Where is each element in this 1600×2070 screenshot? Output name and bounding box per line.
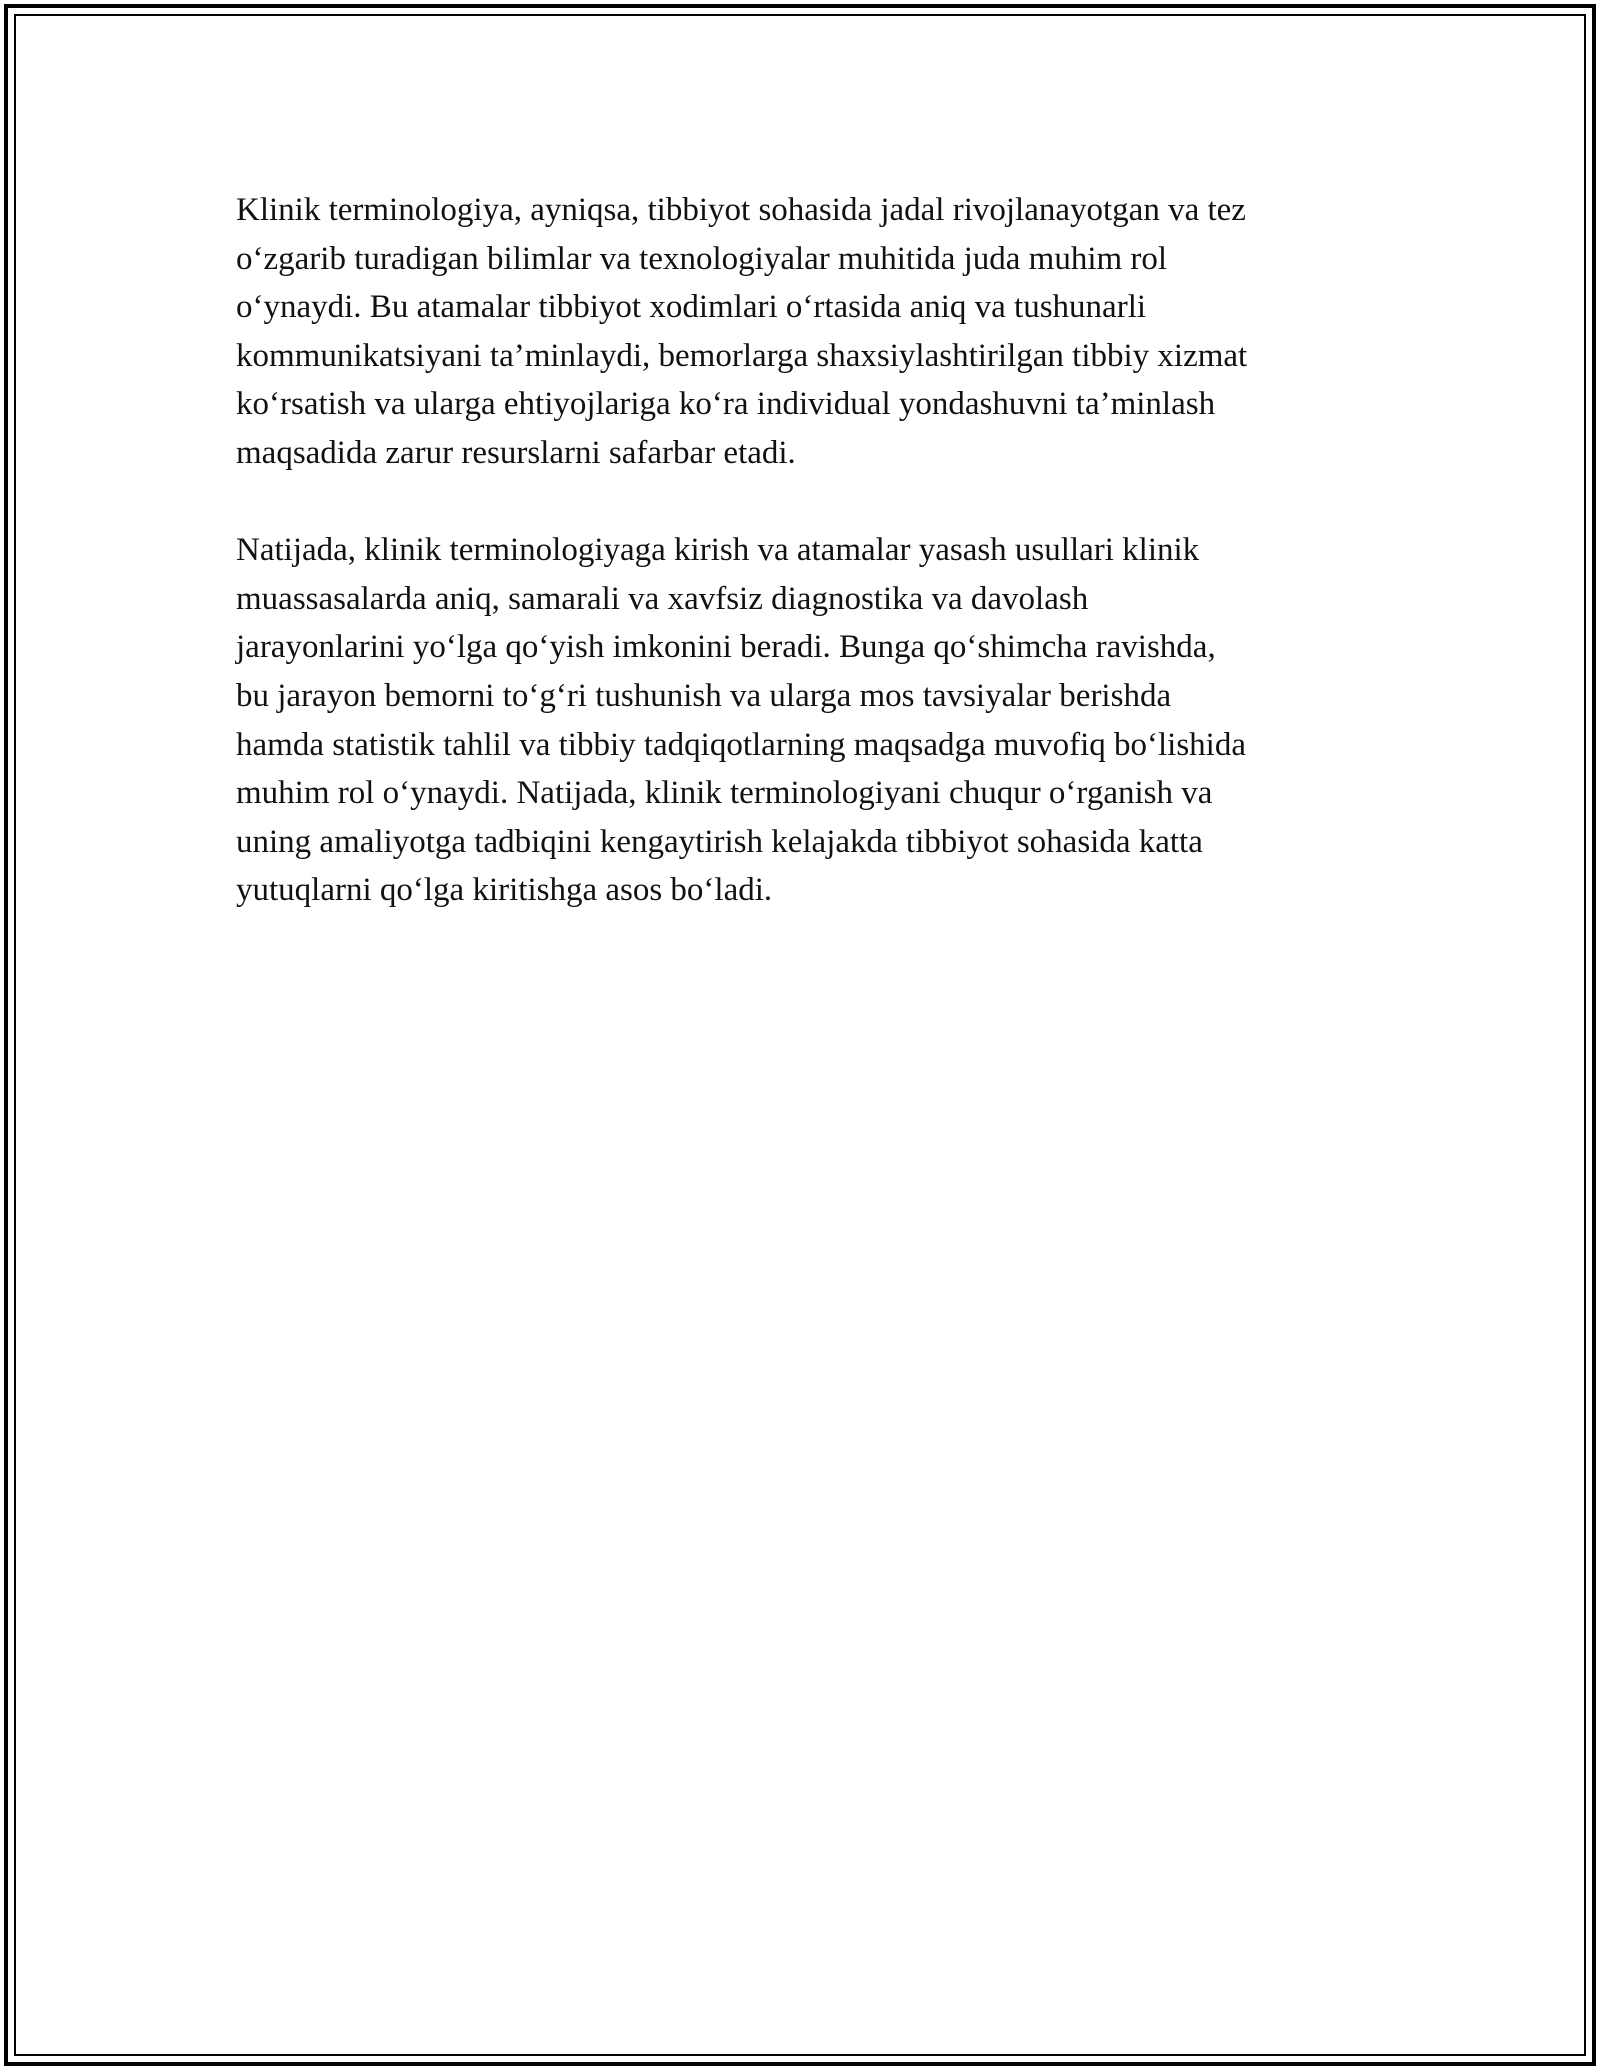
paragraph-2-line-3: jarayonlarini yo‘lga qo‘yish imkonini beradi. Bunga qo‘shimcha ravishda, <box>236 629 1216 666</box>
paragraph-1-line-6: maqsadida zarur resurslarni safarbar etadi. <box>236 434 796 471</box>
paragraph-2-line-1: Natijada, klinik terminologiyaga kirish va atamalar yasash usullari klinik <box>236 532 1200 569</box>
paragraph-1-line-2: o‘zgarib turadigan bilimlar va texnologiyalar muhitida juda muhim rol <box>236 240 1168 277</box>
paragraph-1-line-3: o‘ynaydi. Bu atamalar tibbiyot xodimlari o‘rtasida aniq va tushunarli <box>236 289 1147 326</box>
paragraph-2-line-8: yutuqlarni qo‘lga kiritishga asos bo‘ladi. <box>236 872 773 909</box>
paragraph-2-line-4: bu jarayon bemorni to‘g‘ri tushunish va ularga mos tavsiyalar berishda <box>236 677 1172 714</box>
paragraph-1-line-4: kommunikatsiyani ta’minlaydi, bemorlarga shaxsiylashtirilgan tibbiy xizmat <box>236 337 1248 374</box>
paragraph-2-line-2: muassasalarda aniq, samarali va xavfsiz diagnostika va davolash <box>236 580 1089 617</box>
paragraph-1 <box>236 186 1366 478</box>
paragraph-2-line-7: uning amaliyotga tadbiqini kengaytirish kelajakda tibbiyot sohasida katta <box>236 823 1203 860</box>
paragraph-1-line-5: ko‘rsatish va ularga ehtiyojlariga ko‘ra individual yondashuvni ta’minlash <box>236 386 1216 423</box>
paragraph-2-line-5: hamda statistik tahlil va tibbiy tadqiqotlarning maqsadga muvofiq bo‘lishida <box>236 726 1246 763</box>
document-body <box>236 186 1366 964</box>
paragraph-2-line-6: muhim rol o‘ynaydi. Natijada, klinik terminologiyani chuqur o‘rganish va <box>236 775 1213 812</box>
paragraph-1-line-1: Klinik terminologiya, ayniqsa, tibbiyot sohasida jadal rivojlanayotgan va tez <box>236 192 1246 228</box>
paragraph-2 <box>236 526 1366 915</box>
